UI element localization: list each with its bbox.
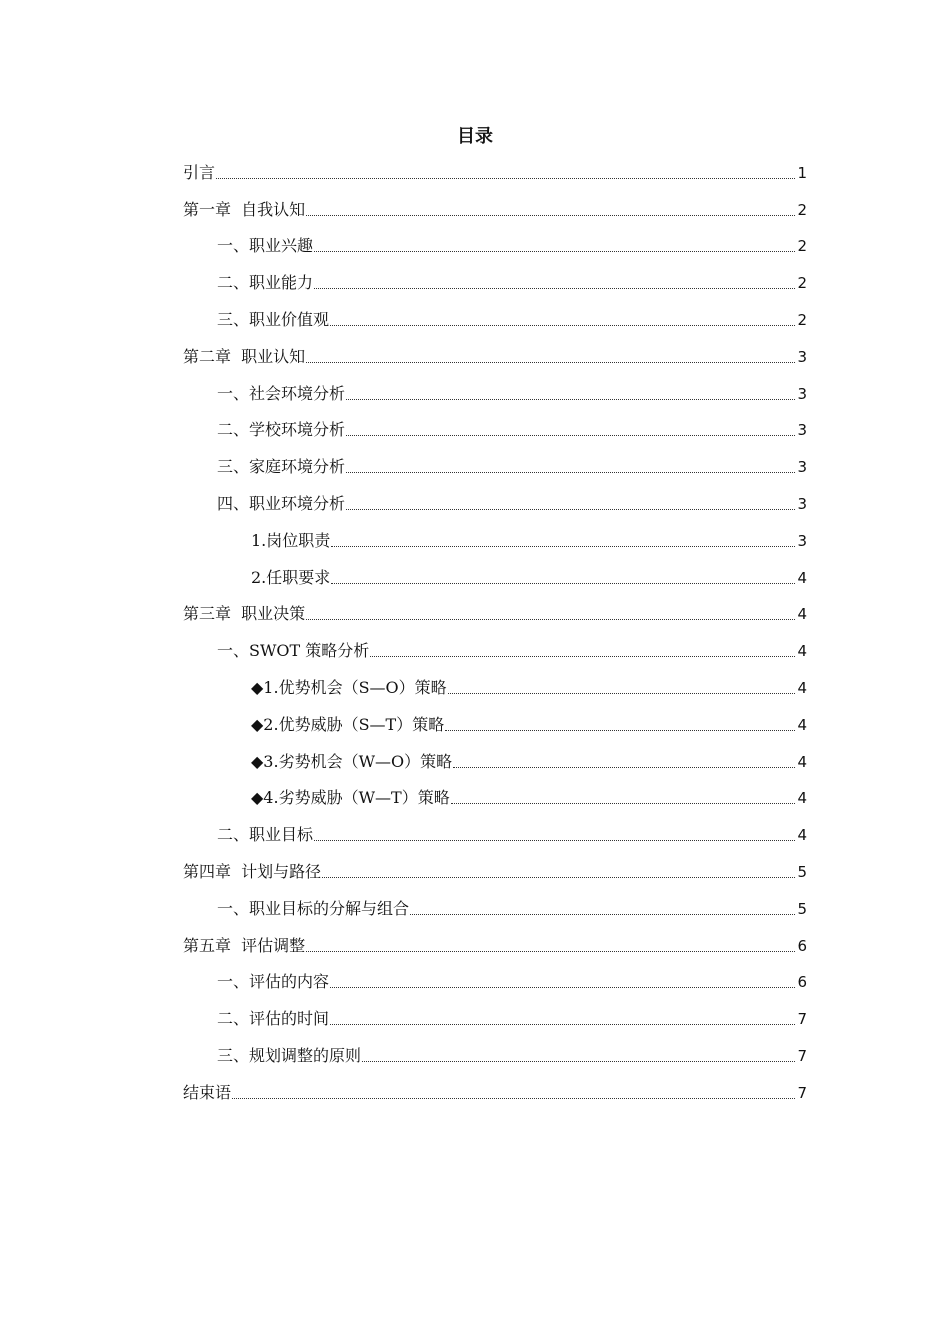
- toc-entry[interactable]: [183, 923, 807, 960]
- toc-entry-title: 第一章 自我认知: [183, 199, 306, 219]
- toc-entry-title: 二、职业能力: [217, 273, 314, 293]
- toc-entry-title: 三、职业价值观: [217, 309, 330, 329]
- toc-entry[interactable]: [183, 334, 807, 371]
- toc-entry[interactable]: [183, 996, 807, 1033]
- toc-dot-leader: [331, 545, 795, 547]
- toc-dot-leader: [453, 766, 795, 768]
- toc-page-number: 2: [797, 200, 807, 219]
- toc-page-number: 3: [797, 494, 807, 513]
- toc-entry-title: 第五章 评估调整: [183, 935, 306, 955]
- toc-dot-leader: [445, 729, 795, 731]
- toc-entry-title: 一、SWOT 策略分析: [217, 641, 370, 661]
- toc-entry[interactable]: [183, 776, 807, 813]
- toc-page-number: 7: [797, 1046, 807, 1065]
- toc-dot-leader: [216, 177, 795, 179]
- toc-dot-leader: [306, 950, 795, 952]
- toc-entry[interactable]: [183, 224, 807, 261]
- toc-page-number: 4: [797, 605, 807, 624]
- toc-dot-leader: [322, 876, 795, 878]
- toc-dot-leader: [346, 471, 795, 473]
- toc-page-number: 2: [797, 310, 807, 329]
- toc-entry[interactable]: [183, 1033, 807, 1070]
- toc-entry-title: 第四章 计划与路径: [183, 861, 322, 881]
- toc-entry[interactable]: [183, 408, 807, 445]
- toc-dot-leader: [362, 1060, 795, 1062]
- toc-page-number: 5: [797, 862, 807, 881]
- toc-entry-title: 引言: [183, 162, 216, 182]
- toc-dot-leader: [330, 324, 795, 326]
- toc-entry-title: 一、职业目标的分解与组合: [217, 898, 410, 918]
- toc-page-number: 2: [797, 274, 807, 293]
- toc-entry-title: 2.任职要求: [251, 567, 331, 587]
- toc-entry[interactable]: [183, 187, 807, 224]
- toc-entry-title: 一、职业兴趣: [217, 236, 314, 256]
- toc-entry[interactable]: [183, 592, 807, 629]
- toc-entry[interactable]: [183, 260, 807, 297]
- toc-dot-leader: [314, 250, 795, 252]
- toc-page-number: 4: [797, 642, 807, 661]
- toc-page-number: 3: [797, 421, 807, 440]
- toc-entry[interactable]: [183, 150, 807, 187]
- toc-title: 目录: [457, 126, 493, 147]
- toc-dot-leader: [451, 802, 796, 804]
- toc-entry[interactable]: [183, 886, 807, 923]
- toc-entry[interactable]: [183, 665, 807, 702]
- toc-dot-leader: [346, 508, 795, 510]
- toc-page-number: 4: [797, 826, 807, 845]
- toc-entry[interactable]: [183, 518, 807, 555]
- toc-page-number: 4: [797, 715, 807, 734]
- toc-page-number: 6: [797, 936, 807, 955]
- toc-entry[interactable]: [183, 444, 807, 481]
- toc-dot-leader: [306, 214, 795, 216]
- toc-entry[interactable]: [183, 1070, 807, 1107]
- toc-entry-title: 二、职业目标: [217, 825, 314, 845]
- toc-entry-title: 结束语: [183, 1082, 232, 1102]
- toc-dot-leader: [232, 1097, 795, 1099]
- toc-entry[interactable]: [183, 481, 807, 518]
- toc-entry-title: 三、规划调整的原则: [217, 1045, 362, 1065]
- toc-entry-title: 一、社会环境分析: [217, 383, 346, 403]
- toc-entry-title: ◆4.劣势威胁（W—T）策略: [251, 788, 450, 808]
- toc-entry[interactable]: [183, 628, 807, 665]
- toc-dot-leader: [314, 287, 795, 289]
- toc-dot-leader: [306, 618, 795, 620]
- toc-page-number: 4: [797, 789, 807, 808]
- toc-page-number: 6: [797, 973, 807, 992]
- toc-entry[interactable]: [183, 555, 807, 592]
- toc-page-number: 3: [797, 531, 807, 550]
- toc-page-number: 5: [797, 899, 807, 918]
- table-of-contents: [183, 150, 807, 1107]
- toc-page-number: 4: [797, 678, 807, 697]
- toc-page-number: 2: [797, 237, 807, 256]
- toc-entry-title: ◆2.优势威胁（S—T）策略: [251, 714, 445, 734]
- toc-dot-leader: [346, 434, 795, 436]
- toc-entry-title: 二、学校环境分析: [217, 420, 346, 440]
- toc-page-number: 3: [797, 347, 807, 366]
- toc-entry-title: ◆1.优势机会（S—O）策略: [251, 677, 447, 697]
- toc-page-number: 3: [797, 458, 807, 477]
- toc-entry[interactable]: [183, 812, 807, 849]
- toc-dot-leader: [448, 692, 796, 694]
- toc-entry-title: 四、职业环境分析: [217, 493, 346, 513]
- toc-entry-title: 一、评估的内容: [217, 972, 330, 992]
- toc-dot-leader: [370, 655, 795, 657]
- toc-dot-leader: [314, 839, 795, 841]
- toc-dot-leader: [346, 398, 795, 400]
- toc-entry[interactable]: [183, 960, 807, 997]
- toc-dot-leader: [410, 913, 795, 915]
- toc-page-number: 3: [797, 384, 807, 403]
- toc-dot-leader: [330, 1023, 795, 1025]
- toc-page-number: 4: [797, 568, 807, 587]
- toc-entry-title: 二、评估的时间: [217, 1009, 330, 1029]
- toc-page-number: 1: [797, 163, 807, 182]
- toc-entry-title: ◆3.劣势机会（W—O）策略: [251, 751, 453, 771]
- toc-entry[interactable]: [183, 739, 807, 776]
- toc-page-number: 4: [797, 752, 807, 771]
- toc-dot-leader: [330, 986, 795, 988]
- toc-entry[interactable]: [183, 702, 807, 739]
- toc-entry-title: 第三章 职业决策: [183, 604, 306, 624]
- toc-entry-title: 三、家庭环境分析: [217, 457, 346, 477]
- toc-entry[interactable]: [183, 849, 807, 886]
- toc-page-number: 7: [797, 1083, 807, 1102]
- toc-dot-leader: [306, 361, 795, 363]
- toc-entry[interactable]: [183, 371, 807, 408]
- toc-entry[interactable]: [183, 297, 807, 334]
- toc-entry-title: 1.岗位职责: [251, 530, 331, 550]
- toc-page-number: 7: [797, 1010, 807, 1029]
- toc-dot-leader: [331, 582, 795, 584]
- toc-entry-title: 第二章 职业认知: [183, 346, 306, 366]
